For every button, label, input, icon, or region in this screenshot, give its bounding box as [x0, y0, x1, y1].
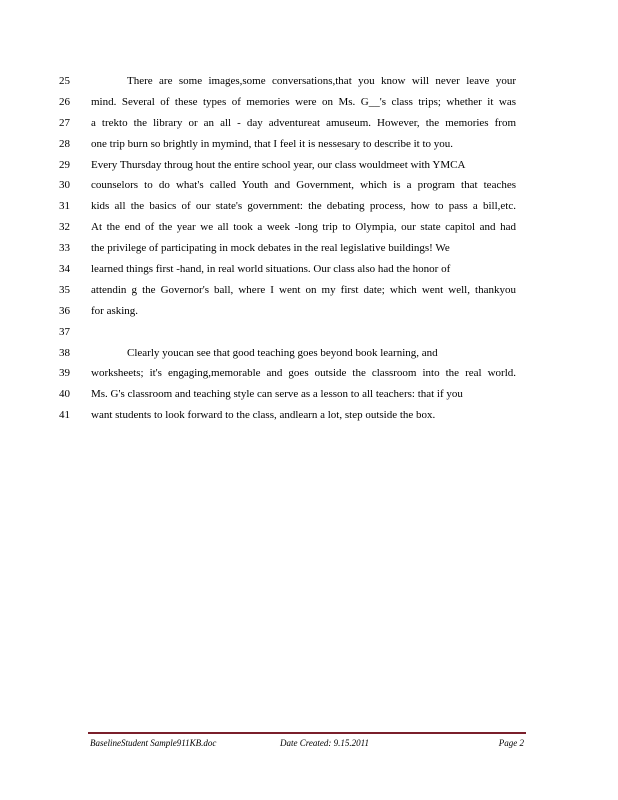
page-footer [88, 736, 526, 750]
line-text: worksheets; it's engaging,memorable and goes outside the classroom into the real world. [91, 367, 516, 380]
document-line [0, 343, 618, 364]
line-text: At the end of the year we all took a week -long trip to Olympia, our state capitol and had [91, 221, 516, 234]
numbered-lines [0, 71, 618, 426]
line-number: 25 [59, 75, 70, 87]
line-text: mind. Several of these types of memories were on Ms. G__'s class trips; whether it was [91, 95, 516, 108]
line-number: 40 [59, 388, 70, 401]
line-text: for asking. [91, 304, 139, 317]
document-line [0, 259, 618, 280]
line-number: 31 [59, 200, 70, 213]
document-line [0, 134, 618, 155]
footer-date-created: Date Created: 9.15.2011 [280, 738, 369, 748]
line-number: 27 [59, 116, 70, 129]
line-text: There are some images,some conversations,that you know will never leave your [127, 75, 516, 87]
line-number: 26 [59, 95, 70, 108]
document-line [0, 301, 618, 322]
document-line [0, 238, 618, 259]
line-number: 37 [59, 325, 70, 338]
line-text: Clearly youcan see that good teaching goes beyond book learning, and [127, 346, 438, 359]
line-text: one trip burn so brightly in mymind, that I feel it is nessesary to describe it to you. [91, 137, 454, 150]
document-line [0, 92, 618, 113]
line-number: 32 [59, 221, 70, 234]
document-line [0, 384, 618, 405]
document-line [0, 217, 618, 238]
document-line [0, 113, 618, 134]
line-text: the privilege of participating in mock debates in the real legislative buildings! We [91, 242, 450, 255]
line-text: Every Thursday throug hout the entire school year, our class wouldmeet with YMCA [91, 158, 466, 171]
line-number: 35 [59, 283, 70, 296]
line-number: 38 [59, 346, 70, 359]
line-text: a trekto the library or an all - day adventureat amuseum. However, the memories from [91, 116, 516, 129]
line-text: kids all the basics of our state's government: the debating process, how to pass a bill,etc. [91, 200, 516, 213]
line-number: 33 [59, 242, 70, 255]
line-number: 36 [59, 304, 70, 317]
document-line [0, 196, 618, 217]
line-text: attendin g the Governor's ball, where I went on my first date; which went well, thankyou [91, 283, 516, 296]
document-line [0, 155, 618, 176]
document-line [0, 280, 618, 301]
footer-filename: BaselineStudent Sample911KB.doc [90, 738, 217, 748]
document-line [0, 322, 618, 343]
line-text: Ms. G's classroom and teaching style can serve as a lesson to all teachers: that if you [91, 388, 463, 401]
document-line [0, 363, 618, 384]
line-number: 29 [59, 158, 70, 171]
document-line [0, 175, 618, 196]
line-number: 28 [59, 137, 70, 150]
document-line [0, 405, 618, 426]
line-text: want students to look forward to the class, andlearn a lot, step outside the box. [91, 409, 436, 422]
line-text: counselors to do what's called Youth and Government, which is a program that teaches [91, 179, 516, 192]
footer-page-number: Page 2 [498, 738, 524, 748]
line-number: 34 [59, 263, 70, 276]
line-text: learned things first -hand, in real world situations. Our class also had the honor of [91, 263, 451, 276]
footer-rule [88, 732, 526, 734]
line-number: 41 [59, 409, 70, 422]
document-line [0, 71, 618, 92]
line-number: 39 [59, 367, 70, 380]
line-number: 30 [59, 179, 70, 192]
